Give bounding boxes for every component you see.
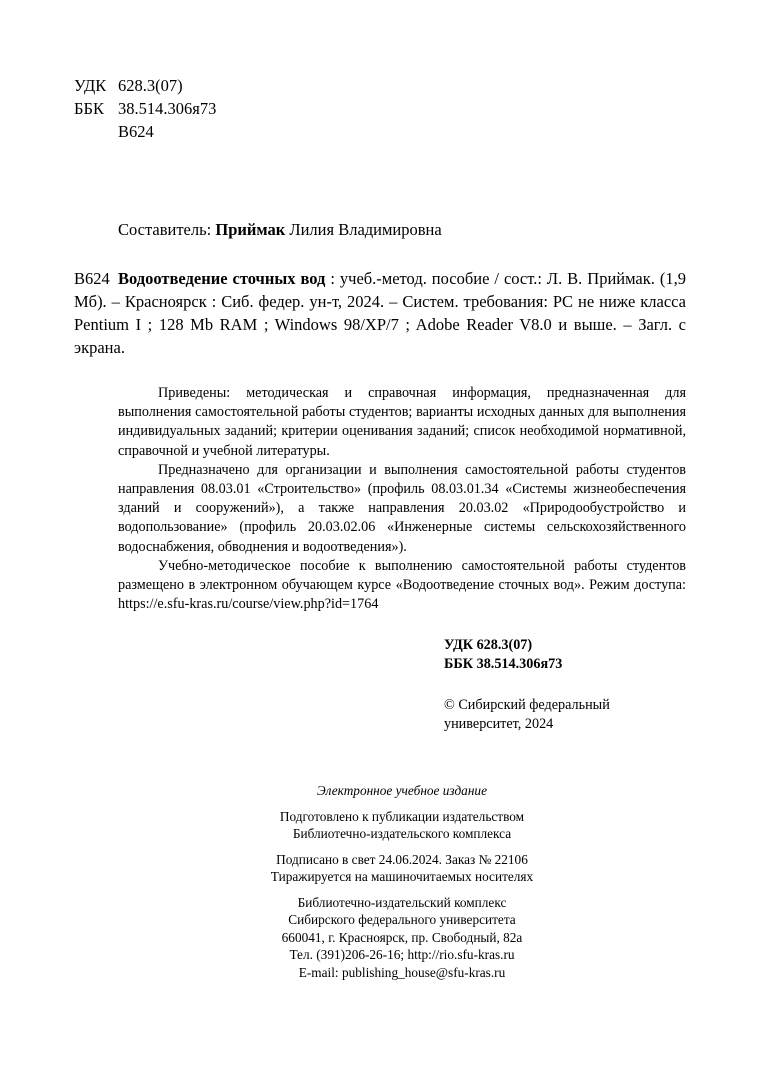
biblio-code: В624	[74, 269, 110, 288]
bbk-row	[74, 97, 216, 120]
publisher-group	[0, 894, 764, 982]
annotation	[118, 384, 686, 614]
bbk-label: ББК	[74, 99, 104, 118]
publisher-address: 660041, г. Красноярск, пр. Свободный, 82а	[281, 929, 523, 945]
copies-line: Тиражируется на машиночитаемых носителях	[270, 869, 534, 884]
prepared-line-1: Подготовлено к публикации издательством	[279, 808, 525, 824]
compiler-name: Лилия Владимировна	[285, 220, 442, 239]
copyright-line-1: © Сибирский федеральный	[444, 697, 610, 713]
udk-label: УДК	[74, 76, 107, 95]
annotation-paragraph-2: Предназначено для организации и выполнения самостоятельной работы студентов направления 08.03.01 «Строительство» (профиль 08.03.01.34 «Системы жизнеобеспечения зданий и сооружений»), а также направления 20.03.02 «Природообустройство и водопользование» (профиль 20.03.02.06 «Инженерные системы сельскохозяйственного водоснабжения, обводнения и водоотведения»).	[118, 461, 686, 555]
bibliographic-record	[74, 267, 686, 359]
imprint-block	[0, 782, 764, 989]
signed-group	[0, 851, 764, 886]
author-mark-row	[74, 120, 216, 143]
prepared-group	[0, 808, 764, 843]
udk-summary: УДК 628.3(07)	[444, 637, 533, 653]
annotation-paragraph-1: Приведены: методическая и справочная информация, предназначенная для выполнения самостоятельной работы студентов; варианты исходных данных для выполнения индивидуальных заданий; критерии оценивания заданий; список необходимой нормативной, справочной и учебной литературы.	[118, 385, 686, 459]
annotation-paragraph-3: Учебно-методическое пособие к выполнению самостоятельной работы студентов размещено в электронном обучающем курсе «Водоотведение сточных вод». Режим доступа: https://e.sfu-kras.ru/course/view.php?id=1764	[118, 557, 686, 613]
biblio-title: Водоотведение сточных вод	[118, 269, 326, 288]
biblio-text: : учеб.-метод. пособие / сост.: Л. В. Приймак. (1,9 Мб). – Красноярск : Сиб. федер. ун-т, 2024. – Систем. требования: PC не ниже класса Pentium I ; 128 Mb RAM ; Windows 98/XP/7 ; Adobe Reader V8.0 и выше. – Загл. с экрана.	[74, 269, 686, 357]
compiler-surname: Приймак	[215, 220, 286, 239]
classification-block	[74, 74, 216, 143]
publisher-line-2: Сибирского федерального университета	[288, 912, 516, 927]
udk-value: 628.3(07)	[118, 76, 183, 95]
bbk-value: 38.514.306я73	[118, 99, 217, 118]
signed-line: Подписано в свет 24.06.2024. Заказ № 22106	[276, 851, 528, 867]
prepared-line-2: Библиотечно-издательского комплекса	[292, 826, 512, 841]
publisher-line-1: Библиотечно-издательский комплекс	[297, 894, 507, 910]
author-mark: В624	[118, 122, 154, 141]
publisher-phone: Тел. (391)206-26-16; http://rio.sfu-kras.ru	[289, 947, 515, 962]
udk-row	[74, 74, 216, 97]
copyright-line-2: университет, 2024	[444, 716, 554, 733]
publisher-email: E-mail: publishing_house@sfu-kras.ru	[298, 964, 506, 980]
classification-summary	[444, 636, 562, 674]
compiler-label: Составитель:	[118, 220, 216, 239]
bbk-summary: ББК 38.514.306я73	[444, 656, 563, 673]
edition-type: Электронное учебное издание	[317, 783, 487, 798]
copyright	[444, 696, 610, 734]
compiler-line	[118, 218, 442, 241]
